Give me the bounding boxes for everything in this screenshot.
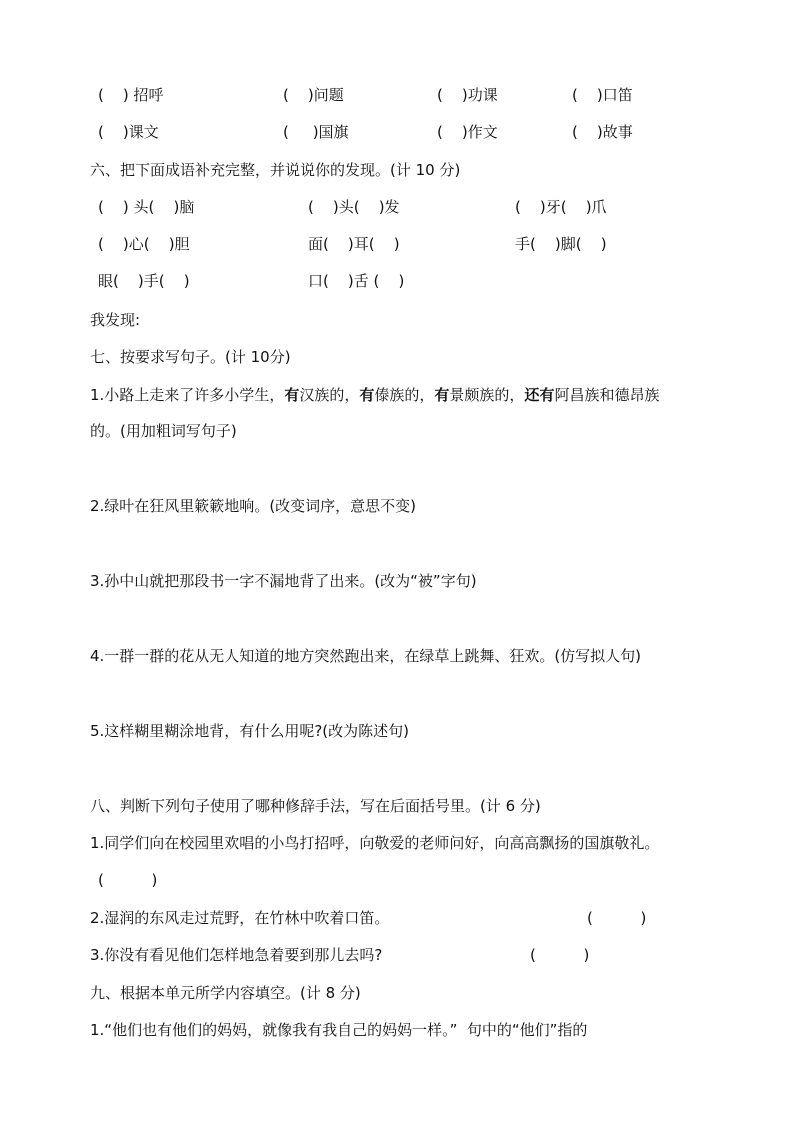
s8-q1-blank: ( )	[98, 871, 158, 889]
s7-q1-t4: 阿昌族和德昂族	[554, 386, 660, 404]
s6-r2-c2: 面( )耳( )	[308, 235, 400, 253]
s5-r2-c4: ( )故事	[572, 123, 633, 141]
section8-title: 八、判断下列句子使用了哪种修辞手法，写在后面括号里。(计 6 分)	[90, 797, 541, 815]
s5-r1-c2: ( )问题	[283, 86, 344, 104]
bold-word-1: 有	[284, 386, 300, 404]
s5-r2-c1: ( )课文	[98, 123, 159, 141]
s8-q1: 1.同学们向在校园里欢唱的小鸟打招呼，向敬爱的老师问好，向高高飘扬的国旗敬礼。	[90, 834, 660, 852]
s7-q5: 5.这样糊里糊涂地背，有什么用呢?(改为陈述句)	[90, 722, 409, 740]
s8-q3-blank: ( )	[530, 946, 590, 964]
s5-r1-c1: ( ) 招呼	[98, 86, 164, 104]
s6-r3-c1: 眼( )手( )	[98, 272, 190, 290]
s7-q1-t2: 傣族的，	[374, 386, 435, 404]
section9-title: 九、根据本单元所学内容填空。(计 8 分)	[90, 984, 361, 1002]
s9-q1: 1.“他们也有他们的妈妈，就像我有我自己的妈妈一样。” 句中的“他们”指的	[90, 1021, 588, 1039]
s7-q2: 2.绿叶在狂风里簌簌地响。(改变词序，意思不变)	[90, 497, 417, 515]
bold-word-2: 有	[359, 386, 375, 404]
s6-r2-c3: 手( )脚( )	[515, 235, 607, 253]
s7-q1-t3: 景颇族的，	[449, 386, 525, 404]
s6-r3-c2: 口( )舌 ( )	[308, 272, 405, 290]
s7-q4: 4.一群一群的花从无人知道的地方突然跑出来，在绿草上跳舞、狂欢。(仿写拟人句)	[90, 647, 642, 665]
s6-r2-c1: ( )心( )胆	[98, 235, 190, 253]
s6-r1-c3: ( )牙( )爪	[515, 198, 607, 216]
section7-title: 七、按要求写句子。(计 10分)	[90, 348, 291, 366]
s5-r2-c2: ( )国旗	[283, 123, 349, 141]
s7-q1-t1: 汉族的，	[299, 386, 360, 404]
s5-r1-c3: ( )功课	[437, 86, 498, 104]
s8-q2-blank: ( )	[587, 909, 647, 927]
s7-q1-prefix: 1.小路上走来了许多小学生，	[90, 386, 285, 404]
s5-r2-c3: ( )作文	[437, 123, 498, 141]
s5-r1-c4: ( )口笛	[572, 86, 633, 104]
bold-word-3: 有	[434, 386, 450, 404]
s7-q1-line2: 的。(用加粗词写句子)	[90, 422, 237, 440]
s8-q2: 2.湿润的东风走过荒野，在竹林中吹着口笛。	[90, 909, 390, 927]
s6-r1-c2: ( )头( )发	[308, 198, 400, 216]
bold-word-4: 还有	[524, 386, 555, 404]
discover-label: 我发现:	[90, 311, 141, 329]
s6-r1-c1: ( ) 头( )脑	[98, 198, 195, 216]
s7-q3: 3.孙中山就把那段书一字不漏地背了出来。(改为“被”字句)	[90, 572, 477, 590]
s8-q3: 3.你没有看见他们怎样地急着要到那儿去吗?	[90, 946, 383, 964]
s7-q1-line1	[90, 385, 659, 405]
section6-title: 六、把下面成语补充完整，并说说你的发现。(计 10 分)	[90, 161, 461, 179]
